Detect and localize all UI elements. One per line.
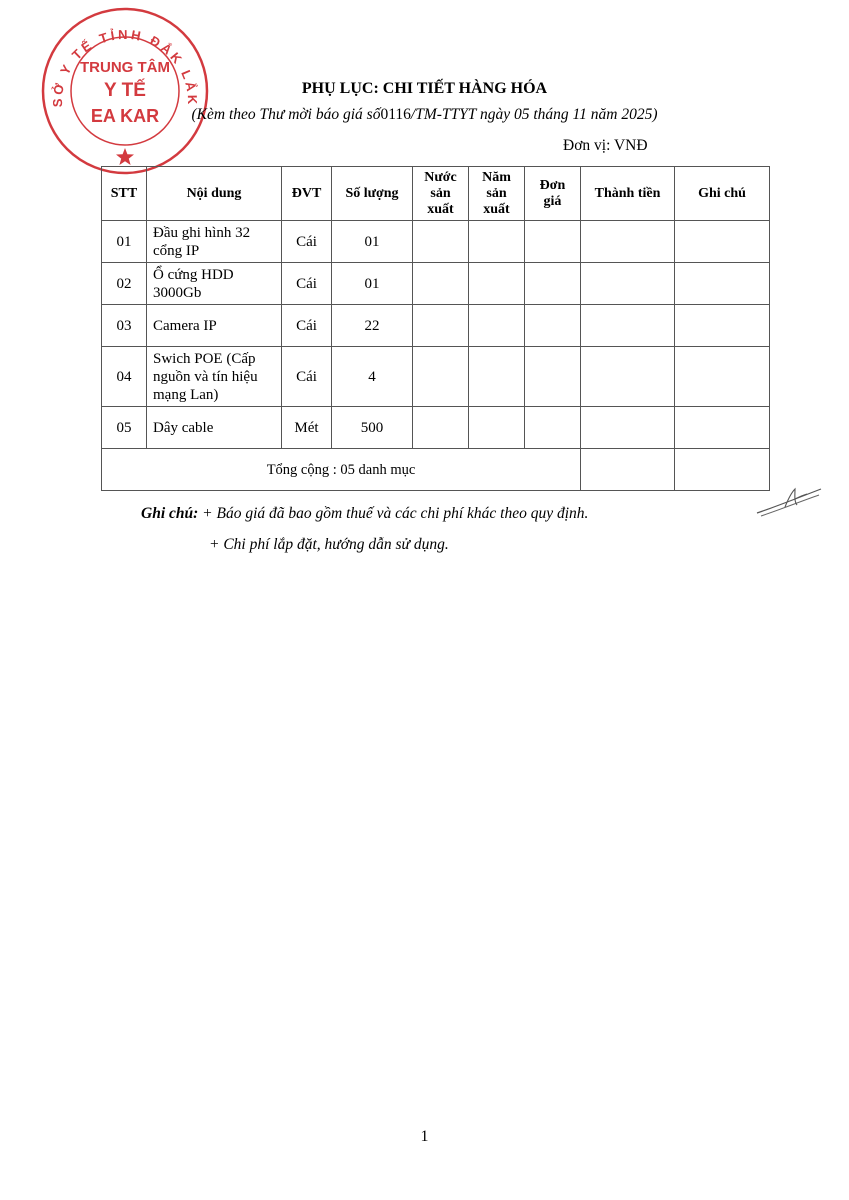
cell-note	[675, 263, 770, 305]
cell-amount	[581, 263, 675, 305]
document-title: PHỤ LỤC: CHI TIẾT HÀNG HÓA	[301, 80, 548, 97]
stamp-line2: Y TẾ	[104, 80, 146, 101]
cell-note	[675, 221, 770, 263]
total-row	[102, 449, 770, 491]
cell-price	[525, 347, 581, 407]
goods-table	[101, 166, 770, 491]
cell-price	[525, 221, 581, 263]
stamp-arc-text: SỞ Y TẾ TỈNH ĐẮK LẮK	[49, 26, 201, 108]
cell-stt: 04	[102, 347, 147, 407]
table-row	[102, 305, 770, 347]
col-header-price: Đơn giá	[525, 167, 581, 221]
table-row	[102, 221, 770, 263]
table-row	[102, 407, 770, 449]
subtitle-prefix: (Kèm theo Thư mời báo giá số	[191, 106, 381, 123]
cell-stt: 02	[102, 263, 147, 305]
cell-content: Dây cable	[147, 407, 282, 449]
cell-note	[675, 305, 770, 347]
col-header-content: Nội dung	[147, 167, 282, 221]
subtitle-suffix: /TM-TTYT ngày 05 tháng 11 năm 2025)	[410, 106, 658, 123]
table-row	[102, 263, 770, 305]
cell-content: Ổ cứng HDD 3000Gb	[147, 263, 282, 305]
cell-price	[525, 263, 581, 305]
cell-stt: 05	[102, 407, 147, 449]
table-header-row	[102, 167, 770, 221]
cell-origin	[413, 347, 469, 407]
col-header-year: Năm sản xuất	[469, 167, 525, 221]
col-header-note: Ghi chú	[675, 167, 770, 221]
note-text-1: + Báo giá đã bao gồm thuế và các chi phí khác theo quy định.	[202, 505, 589, 522]
cell-content: Đầu ghi hình 32 cổng IP	[147, 221, 282, 263]
cell-origin	[413, 305, 469, 347]
cell-qty: 01	[332, 263, 413, 305]
stamp-line1: TRUNG TÂM	[80, 59, 170, 76]
col-header-amount: Thành tiền	[581, 167, 675, 221]
cell-amount	[581, 407, 675, 449]
invitation-number: 0116	[380, 106, 411, 123]
cell-qty: 22	[332, 305, 413, 347]
cell-dvt: Cái	[282, 347, 332, 407]
cell-amount	[581, 305, 675, 347]
cell-qty: 01	[332, 221, 413, 263]
note-line-1	[141, 505, 588, 523]
cell-stt: 01	[102, 221, 147, 263]
stamp-star-icon	[116, 148, 134, 165]
table-row	[102, 347, 770, 407]
col-header-dvt: ĐVT	[282, 167, 332, 221]
currency-unit: Đơn vị: VNĐ	[563, 137, 648, 154]
cell-price	[525, 305, 581, 347]
cell-year	[469, 347, 525, 407]
col-header-stt: STT	[102, 167, 147, 221]
cell-note	[675, 347, 770, 407]
cell-qty: 4	[332, 347, 413, 407]
cell-amount	[581, 347, 675, 407]
cell-year	[469, 221, 525, 263]
note-line-2: + Chi phí lắp đặt, hướng dẫn sử dụng.	[209, 536, 449, 553]
handwritten-initials	[755, 483, 823, 519]
col-header-origin: Nước sản xuất	[413, 167, 469, 221]
cell-origin	[413, 263, 469, 305]
cell-year	[469, 407, 525, 449]
cell-content: Camera IP	[147, 305, 282, 347]
cell-qty: 500	[332, 407, 413, 449]
cell-dvt: Mét	[282, 407, 332, 449]
total-label: Tổng cộng : 05 danh mục	[102, 449, 581, 491]
cell-price	[525, 407, 581, 449]
total-amount-cell	[581, 449, 675, 491]
cell-stt: 03	[102, 305, 147, 347]
cell-year	[469, 263, 525, 305]
cell-dvt: Cái	[282, 305, 332, 347]
document-subtitle	[0, 106, 849, 124]
cell-content: Swich POE (Cấp nguồn và tín hiệu mạng Lan)	[147, 347, 282, 407]
col-header-qty: Số lượng	[332, 167, 413, 221]
note-label: Ghi chú:	[141, 505, 199, 522]
page-number: 1	[420, 1128, 429, 1145]
cell-note	[675, 407, 770, 449]
cell-dvt: Cái	[282, 221, 332, 263]
cell-year	[469, 305, 525, 347]
cell-amount	[581, 221, 675, 263]
cell-origin	[413, 407, 469, 449]
stamp-line3: EA KAR	[90, 106, 160, 126]
cell-dvt: Cái	[282, 263, 332, 305]
cell-origin	[413, 221, 469, 263]
